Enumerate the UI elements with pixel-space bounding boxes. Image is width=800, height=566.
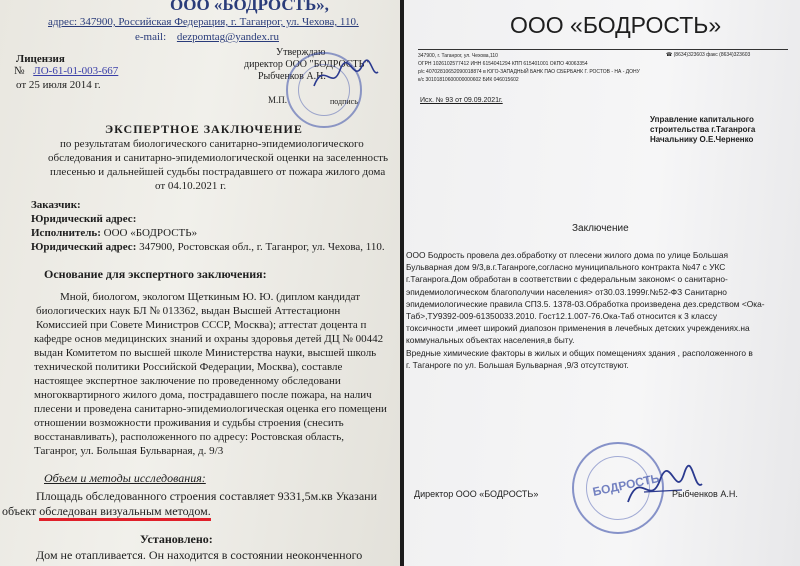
- conclusion-body: [406, 249, 765, 371]
- established-heading: Установлено:: [140, 532, 213, 546]
- license-label: Лицензия: [16, 53, 65, 65]
- recipient-block: [650, 115, 755, 145]
- basis-line-5: выдан Комитетом по высшей школе Министерства науки, высшей школь: [34, 347, 377, 359]
- methods-line-2-prefix: объект: [2, 504, 37, 518]
- requisites-line-3: р/с 40702810652090018874 в ЮГО-ЗАПАДНЫЙ БАНК ПАО СБЕРБАНК Г. РОСТОВ - НА - ДОНУ: [418, 69, 640, 75]
- subtitle-line-1: по результатам биологического санитарно-эпидемиологического: [60, 138, 364, 150]
- sign-label: подпись: [330, 97, 358, 106]
- approve-title: директор ООО "БОДРОСТЬ": [244, 59, 369, 70]
- requisites-line-2: ОГРН 1026102577412 ИНН 6154041294 КПП 615401001 ОКПО 40063354: [418, 61, 588, 67]
- basis-line-9: плесени и проведена санитарно-эпидемиологическая оценка его помещени: [34, 403, 387, 415]
- signature-name: Рыбченков А.Н.: [672, 489, 738, 499]
- recipient-line-1: Управление капитального: [650, 115, 754, 124]
- legal-address2-line: [31, 241, 385, 253]
- requisites-block: [418, 52, 640, 84]
- basis-line-12: Таганрог, ул. Большая Бульварная, д. 9/3: [34, 445, 224, 457]
- body-line-4: эпидемиологическом благополучии населения> от30.03.1999г.№52-ФЗ Санитарно: [406, 286, 727, 297]
- left-org-name: ООО «БОДРОСТЬ»,: [170, 0, 329, 14]
- established-line: Дом не отапливается. Он находится в состоянии неоконченного: [36, 548, 363, 562]
- email-label: e-mail:: [135, 31, 167, 43]
- conclusion-letter-page: [404, 0, 800, 566]
- body-line-3: г.Таганрога.Дом обработан в соответствии с федеральным законом< о санитарно-: [406, 274, 728, 285]
- legal-address2-value: 347900, Ростовская обл., г. Таганрог, ул. Чехова, 110.: [139, 241, 385, 253]
- body-line-10: г. Таганроге по ул. Большая Бульварная ,9/3 отсутствуют.: [406, 359, 629, 370]
- phones: ☎ (8634)323603 факс (8634)323603: [666, 52, 751, 58]
- license-number-line: [14, 65, 118, 77]
- basis-heading: Основание для экспертного заключения:: [44, 267, 267, 281]
- right-org-name: ООО «БОДРОСТЬ»: [510, 12, 722, 38]
- methods-highlighted-text: обследован визуальным методом.: [39, 504, 210, 521]
- body-line-1: ООО Бодрость провела дез.обработку от плесени жилого дома по улице Большая: [406, 250, 729, 260]
- basis-line-6: технической политики Российской Федерации, Москва), составле: [34, 361, 343, 373]
- executor-label: Исполнитель:: [31, 227, 101, 239]
- approve-name: Рыбченков А.Н.: [258, 71, 326, 82]
- basis-line-11: восстанавливать), расположенного по адресу: Ростовская область,: [34, 431, 344, 443]
- basis-line-7: настоящее экспертное заключение по проведенному обследовани: [34, 375, 341, 387]
- basis-line-3: Комиссией при Совете Министров СССР, Москва); аттестат доцента п: [36, 319, 367, 331]
- approve-word: Утверждаю: [276, 47, 326, 58]
- body-line-7: токсичности ,имеет широкий диапозон применения в лечебных детских учреждениях.на: [406, 323, 750, 334]
- conclusion-heading: Заключение: [572, 223, 629, 234]
- body-line-6: Таб>,ТУ9392-009-61350033.2010. Гост12.1.007-76.Ока-Таб относится к 3 классу: [406, 311, 718, 322]
- subtitle-line-4: от 04.10.2021 г.: [155, 180, 227, 192]
- executor-value: ООО «БОДРОСТЬ»: [103, 227, 198, 239]
- license-number: ЛО-61-01-003-667: [33, 65, 119, 77]
- basis-line-10: отношении возможности проживания и судьбы строения (снесить: [34, 417, 344, 429]
- signature-title: Директор ООО «БОДРОСТЬ»: [414, 489, 539, 499]
- subtitle-line-2: обследования и санитарно-эпидемиологической оценки на заселенность: [48, 152, 388, 164]
- mp-label: М.П.: [268, 95, 288, 105]
- methods-line-2: [2, 504, 211, 519]
- basis-line-1: Мной, биологом, экологом Щеткиным Ю. Ю. (диплом кандидат: [60, 291, 361, 303]
- license-date: от 25 июля 2014 г.: [16, 79, 101, 91]
- customer-label: Заказчик:: [31, 199, 81, 211]
- left-address: адрес: 347900, Российская Федерация, г. Таганрог, ул. Чехова, 110.: [48, 16, 359, 28]
- legal-address-label: Юридический адрес:: [31, 213, 137, 225]
- body-line-5: эпидемиологические правила СП3.5. 1378-03.Обработка произведена дез.средством <Ока-: [406, 298, 765, 309]
- basis-line-8: многоквартирного жилого дома, пострадавшего после пожара, на налич: [34, 389, 372, 401]
- license-no-label: №: [14, 65, 25, 77]
- body-line-2: Бульварная дом 9/3,в.г.Таганроге,согласно муниципального контракта №47 с УКС: [406, 262, 726, 273]
- methods-heading: Объем и методы исследования:: [44, 471, 206, 485]
- email-value: dezpomtag@yandex.ru: [176, 31, 279, 43]
- stamp-text: БОДРОСТЬ: [591, 471, 661, 499]
- header-divider: [418, 49, 788, 50]
- legal-address2-label: Юридический адрес:: [31, 241, 137, 253]
- body-line-9: Вредные химические факторы в жилых и общих помещениях здания , расположенного в: [406, 347, 753, 358]
- signature-right: [624, 462, 704, 512]
- recipient-line-3: Начальнику О.Е.Черненко: [650, 135, 754, 144]
- executor-line: [31, 227, 197, 239]
- expert-title: ЭКСПЕРТНОЕ ЗАКЛЮЧЕНИЕ: [105, 122, 303, 136]
- requisites-line-1: 347900, г. Таганрог, ул. Чехова,110: [418, 53, 498, 59]
- recipient-line-2: строительства г.Таганрога: [650, 125, 756, 134]
- left-email-line: [135, 31, 279, 43]
- basis-line-2: биологических наук БЛ № 013362, выдан Высшей Аттестационн: [36, 305, 341, 317]
- subtitle-line-3: плесенью и дальнейшей судьбы пострадавшего от пожара жилого дома: [50, 166, 386, 178]
- signature-left: [310, 56, 380, 94]
- requisites-line-4: к/с 30101810600000000602 БИК 046015602: [418, 77, 519, 83]
- basis-line-4: кафедре основ медицинских знаний и охраны здоровья детей ДЦ № 00442: [34, 333, 384, 345]
- body-line-8: коммунальных объектах населения,в быту.: [406, 335, 575, 346]
- outgoing-number: Исх. № 93 от 09.09.2021г.: [420, 97, 503, 104]
- methods-line-1: Площадь обследованного строения составляет 9331,5м.кв Указани: [36, 489, 378, 503]
